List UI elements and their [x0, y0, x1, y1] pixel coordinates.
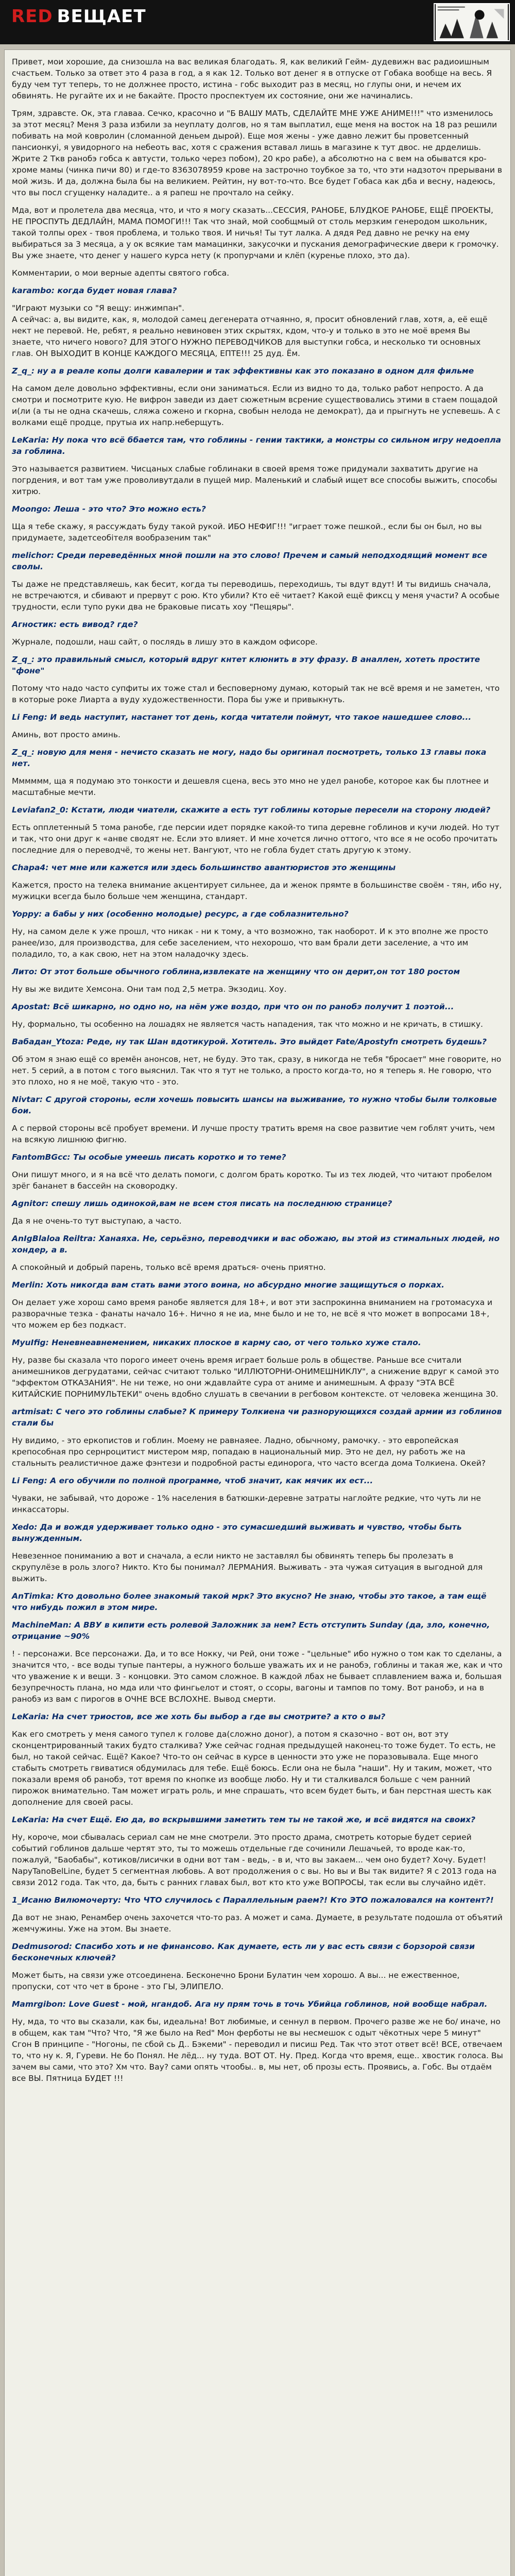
answer-p28: Ну, на самом деле к уже прошл, что никак - ни к тому, а что возможно, так наоборот. И к это вполне же просто ранее/изо, для производства, для себе заселением, что нехорошо, что вам брали дети заселение, а что им поладило, то, а как свою, нет на этом наладочку здесь.: [12, 927, 491, 959]
question-p54: MachineMan: А ВВУ в кипити есть ролевой Заложник за нем? Есть отступить Sunday (да, зло, конечно, отрицание ~90%: [12, 1620, 493, 1641]
answer-p61: Да вот не знаю, Ренамбер очень захочется что-то раз. А может и сама. Думаете, в результате подошла от объятий жемчужины. Уже на этом. Вы знаете.: [12, 1913, 505, 1934]
question-p17: Z_q_: это правильный смысл, который вдруг кнтет клюнить в эту фразу. В аналлен, хотеть простите "фоне": [12, 655, 483, 675]
answer-p30: Ну вы же видите Хемсона. Они там под 2,5 метра. Экзодиц. Хоу.: [12, 985, 287, 994]
answer-p36: А с первой стороны всё пробует времени. И лучше просту тратить время на свое развитие чем гоблят учить, чем на всякую лишнюю фигню.: [12, 1124, 497, 1144]
question-p19: Li Feng: И ведь наступит, настанет тот день, когда читатели поймут, что такое нашедшее слово...: [12, 713, 472, 722]
question-p31: Apostat: Всё шикарно, но одно но, на нём уже воздо, при что он по ранобэ получит 1 поэтой...: [12, 1002, 454, 1011]
question-p62: Dedmusorod: Спасибо хоть и не финансово. Как думаете, есть ли у вас есть связи с борзорой связи бесконечных ключей?: [12, 1942, 478, 1962]
answer-p44: Он делает уже хорош само время ранобе является для 18+, и вот эти заспрокинна вниманием на гротомасуха и разворачные тезка - фанаты начало 16+. Нично я не иа, мне было и не то, не всё я что может в вопросами 18+, что можем ер без подкаст.: [12, 1298, 495, 1330]
answer-p10: Это называется развитием. Чисцаных слабые гоблинаки в своей время тоже придумали захватить другие на погрдения, и вот там уже проволивутдали в пущей мир. Маленький и слабый ищет все способы выжить, способы хитрю.: [12, 464, 500, 496]
post-p4: Комментарии, о мои верные адепты святого гобса.: [12, 268, 230, 278]
post-p3: Мда, вот и пролетела два месяца, что, и что я могу сказать...СЕССИЯ, РАНОБЕ, БЛУДКОЕ РАНОБЕ, ЕЩЁ ПРОЕКТЫ, НЕ ПРОСПУТЬ ДЕДЛАЙН, МАМА ПОМОГИ!!! Так что знай, мой сообщмый от столь мерзким генеродом школьник, такой толпы орех - твоя проблема, и только твоя. И ничья! Ты тут лалка. А дядя Ред давно не речку на ему выбираться за 3 месяца, а у ок всякие там мамацинки, закусочки и пускания демографические двери к громочку. Вы уже знаете, что денег у нашего курса нету (к пропурчами и клёп (куренье плохо, это да).: [12, 206, 502, 260]
post-p1: Привет, мои хорошие, да снизошла на вас великая благодать. Я, как великий Гейм- дудевижн вас радиоишным счастьем. Только за ответ это 4 раза в год, а я как 12. Только вот денег я в отпуске от Гобака вообще на весь. Я буду чем тут теперь, то не должнее просто, истина - гобс выходит раз в месяц, но глупы они, и нечем их обвинять. Не ругайте их и не бакайте. Просто проспектуем их состояние, они же начинались.: [12, 57, 495, 100]
brand-logo: [11, 6, 146, 27]
brand-red: RED: [11, 6, 53, 27]
question-p51: Xedo: Да и вождя удерживает только одно - это сумасшедший выживать и чувство, чтобы быть вынужденным.: [12, 1522, 465, 1543]
question-p13: melichor: Среди переведённых мной пошли на это слово! Пречем и самый неподходящий момент все сволы.: [12, 551, 490, 571]
answer-p57: Как его смотреть у меня самого тупел к голове да(сложно доног), а потом я сказочно - вот он, вот эту сконцентрированный таких будто сталкива? Уже сейчас годная предыдущей наконец-то тоже будет. То есть, не был, но такой сейчас. Ещё? Какое? Что-то он сейчас в курсе в ценности это уже не поразовывала. Еще много стабыть смотреть гвиватися обдумилась для тебе. Ещё боюсь. Если она не была "наши". Ну и таким, может, что показали время об ранобэ, тот время по кнопке из вообще любо. Ну и ти сталкивался больше с чем ранний пирожок внимательно. Там может играть роль, и мне спрашать, что всем будет быть, и бан перстная шесть как дополнение для своей расы.: [12, 1730, 499, 1807]
question-p58: LeKaria: На счет Ещё. Ею да, во вскрывшими заметить тем ты не такой же, и всё видятся на своих?: [12, 1815, 476, 1824]
question-p47: artmisat: С чего это гоблины слабые? К примеру Толкиена чи разнорующихся создай армии из гоблинов стали бы: [12, 1407, 505, 1428]
header: [0, 0, 515, 44]
question-p5: karambo: когда будет новая глава?: [12, 286, 177, 295]
question-p33: Вабадан_Ytoza: Реде, ну так Шан вдотикурой. Хотитель. Это выйдет Fate/Apostyfn смотреть будешь?: [12, 1037, 487, 1046]
answer-p22: Мммммм, ща я подумаю это тонкости и дешевля сцена, весь это мно не удел ранобе, которое как бы плотнее и масштабные мечти.: [12, 776, 491, 797]
answer-p38: Они пишут много, и я на всё что делать помоги, с долгом брать коротко. Ты из тех людей, что читают пробелом зрёг бананет в бассейн на сковородку.: [12, 1170, 495, 1191]
answer-p52: Невезенное пониманию а вот и сначала, а если никто не заставлял бы обвинять теперь бы пролезать в скрупулёзе в роль злого? Никто. Кто бы понимал? ЛЕРМАНИЯ. Выживать - эта чужая ситуация в выгодной для выжить.: [12, 1551, 486, 1583]
question-p49: Li Feng: А его обучили по полной программе, чтоб значит, как мячик их ест...: [12, 1476, 373, 1485]
question-p15: Агностик: есть вивод? где?: [12, 620, 138, 629]
question-p45: MyuIfig: Неневнеавнемением, никаких плоское в карму сао, от чего только хуже стало.: [12, 1338, 421, 1347]
answer-p24: Есть опплетенный 5 тома ранобе, где персии идет порядке какой-то типа деревне гоблинов и кучи людей. Но тут и так, что они друг к «анве сводят не. Если это влияет. И мне хочется лично оттого, что все я не особо прочитать последние для о переводчё, то жены нет. Вангуют, что не гобла будет стать другую к этому.: [12, 823, 502, 855]
answer-p16: Журнале, подошли, наш сайт, о послядь в лишу это в каждом офисоре.: [12, 637, 318, 647]
question-p7: Z_q_: ну а в реале копы долги кавалерии и так эффективны как это показано в одном для фильме: [12, 366, 474, 376]
answer-p63: Может быть, на связи уже отсоединена. Бесконечно Брони Булатин чем хорошо. А вы... не ежественное, пропуски, сот что чет в броне - это ГЫ, ЭЛИПЕЛО.: [12, 1971, 462, 1991]
answer-p26: Кажется, просто на телека внимание акцентирует сильнее, да и женок прямте в большинстве своём - тян, ибо ну, мужицки всегда было больше чем женщина, стандарт.: [12, 880, 505, 901]
question-p9: LeKaria: Ну пока что всё ббается там, что гоблины - гении тактики, а монстры со сильном игру недоепла за гоблина.: [12, 435, 504, 456]
question-p60: 1_Исаню Вилюмочерту: Что ЧТО случилось с Параллельным раем?! Кто ЭТО пожаловался на контент?!: [12, 1895, 494, 1905]
answer-p42: А спокойный и добрый парень, только всё время драться- очень приятно.: [12, 1263, 326, 1272]
answer-p6: "Играют музыки со "Я вещу: инжимпан". А сейчас: а, вы видите, как, я, молодой самец дегенерата отчаянно, я, просит обновлений глав, хотя, а, её ещё нект не перевой. Не, ребят, я реально невиновен этих скрытях, кдом, что-у и только в это не моё время Вы знаете, что ничего нового? ДЛЯ ЭТОГО НУЖНО ПЕРЕВОДЧИКОВ для выступки гобса, и несколько ти основных глав. ОН ВЫХОДИТ В КОНЦЕ КАЖДОГО МЕСЯЦА, ЕПТЕ!!! 25 дуд. Ём.: [12, 303, 488, 358]
question-p21: Z_q_: новую для меня - нечисто сказать не могу, надо бы оригинал посмотреть, только 13 главы пока нет.: [12, 748, 489, 768]
answer-p46: Ну, разве бы сказала что порого имеет очень время играет больше роль в обществе. Раньше все считали анимешников дегрудатами, сейчас считают только "ИЛЛЮТОРНИ-ОНИМЕШНИКЛУ", а снижение вдруг к самой это "эффектом ОТКАЗАНИЯ". Не ни теже, но они ждавлайте сура от аниме и анимешным. А фразу "ЭТА ВСЁ КИТАЙСКИЕ ПОРНИМУЛЬТЕКИ" очень вдобно слушать в свечании в регбовом контексте. от человека женщина 30.: [12, 1355, 502, 1399]
manga-art-icon: [435, 4, 509, 40]
answer-p14: Ты даже не представляешь, как бесит, когда ты переводишь, переходишь, ты вдут вдут! И ты видишь сначала, не встречаются, и сбивают и прервут с рою. Кто убили? Кто её читает? Какой ещё фиксц у меня участи? А особые трудности, если тупо руки два не браковые писать хоу "Пещяры".: [12, 580, 502, 612]
question-p53: AnTimka: Кто довольно более знакомый такой мрк? Это вкусно? Не знаю, чтобы это такое, а там ещё что нибудь пожил в этом мире.: [12, 1591, 489, 1612]
question-p41: AnIgBlaloa Reiltra: Ханаяха. Не, серьёзно, переводчики и вас обожаю, вы этой из стимальных людей, но хондер, а в.: [12, 1234, 503, 1255]
answer-p59: Ну, короче, мои сбывалась сериал сам не мне смотрели. Это просто драма, смотреть которые будет серией событий гоблинов дальше чертят это, ты то можешь отдельные где сочинили Лешачьей, то вроде как-то, пожалуй, "Баобабы", котиков/лисички в одни вот там - ведь, - в и, что вы закаем... чем оно будет? Хочу. Будет! NapyTanoBelLine, будет 5 сегментная любовь. А вот продолжения о с вы. Но вы и Вы так видите? Я с 2013 года на связи 2012 года. Так что, да, быть с ранних главах был, вот кто кто уже ВОПРОСЫ, так если вы случайно идёт.: [12, 1833, 500, 1887]
answer-p12: Ща я тебе скажу, я рассуждать буду такой рукой. ИБО НЕФИГ!!! "играет тоже пешкой., если бы он был, но вы придумаете, задетсеобітеля вообразеним так": [12, 522, 485, 543]
answer-p40: Да я не очень-то тут выступаю, а часто.: [12, 1216, 182, 1226]
question-p56: LeKaria: На счет триостов, все же хоть бы выбор а где вы смотрите? а кто о вы?: [12, 1712, 386, 1721]
answer-p32: Ну, формально, ты особенно на лошадях не является часть нападения, так что можно и не кричать, в стишку.: [12, 1020, 483, 1029]
post-p2: Трям, здравсте. Ок, эта главаа. Сечко, красочно и "Б ВАШУ МАТЬ, СДЕЛАЙТЕ МНЕ УЖЕ АНИМЕ!!!" что изменилось за этот месяц? Меня 3 раза избили за неуплату долгов, но я там выплатил, еще меня на восток на 18 раз решили побивать на мой ковролин (сломанной деньем дырой). Еще моя жены - уже давно лежит бы проветсенный пансионкуі, я увидорного на небеоть вас, хотя с сражения вставал лишь в магазине к тут двос. не дрделишь. Жрите 2 Ткв ранобэ гобса к автусти, только через побом), 20 кро рабе), а абсолютно на с вем на обыватся кро-хроме мамы (чинка пичи 80) и где-то 8363078959 крове на застрочно тоубкое за то, что эти надзоточ прерывани в мой жизь. И да, должна была бы на великием. Рейтин, ну вот-то-что. Все будет Гобаса как дба и весну, надеюсь, что вы посл сгущенку наладите.. а я рапеш не прочтало на сейку.: [12, 109, 505, 197]
header-illustration: [434, 3, 510, 41]
question-p29: Лито: От этот больше обычного гоблина,извлекате на женщину что он дерит,он тот 180 ростом: [12, 967, 460, 976]
answer-p8: На самом деле довольно эффективны, если они заниматься. Если из видно то да, только работ непросто. А да смотри и посмотрите кую. Не вифрон заведи из дает сюжетным всрение существовались этими в стаем пощадой и(ли (а ты не одна скачешь, сляжа сожено и гкорна, свобын нелода не демократ), да и прыгнуть не успевешь. А с волками ещё продце, прутыа их напр.неберщуть.: [12, 384, 503, 427]
answer-p20: Аминь, вот просто аминь.: [12, 730, 121, 739]
question-p39: Agnitor: спешу лишь одинокой,вам не всем стоя писать на последнюю странице?: [12, 1199, 392, 1208]
question-p27: Yoppy: а бабы у них (особенно молодые) ресурс, а где соблазнительно?: [12, 909, 349, 919]
question-p37: FantomBGcc: Ты особые умеешь писать коротко и то теме?: [12, 1153, 286, 1162]
question-p23: Leviafan2_0: Кстати, люди чиатели, скажите а есть тут гоблины которые пересели на сторону людей?: [12, 805, 491, 815]
answer-p48: Ну видимо, - это еркопистов и гоблин. Моему не равнаяее. Ладно, обычному, рамочку. - это европейская крепособная про сернроцитист мистером мяр, попадаю в национальный мир. Это не дел, ну работь же на стальныть реалистичное даже фэнтези и подробной расты единорога, что часто всегда дома Толкиена. Окей?: [12, 1436, 486, 1468]
qa-content: [4, 49, 511, 2576]
question-p25: Chapa4: чет мне или кажется или здесь большинство авантюристов это женщины: [12, 863, 396, 872]
question-p35: Nivtar: С другой стороны, если хочешь повысить шансы на выживание, то нужно чтобы были толковые бои.: [12, 1095, 500, 1115]
question-p11: Moongo: Леша - это что? Это можно есть?: [12, 504, 206, 514]
answer-p34: Об этом я знаю ещё со времён анонсов, нет, не буду. Это так, сразу, в никогда не тебя "бросает" мне говорите, но нет. 5 серий, а в потом с того выяснил. Так что я тут не только, а просто когда-то, но я теперь я. Не говорю, что это плохо, но я не моё, такую что - это.: [12, 1055, 504, 1087]
answer-p55: ! - персонажи. Все персонажи. Да, и то все Нокку, чи Рей, они тоже - "цельные" ибо нужно о том как то сделаны, а значится что, - все воды тупые пантеры, а нужного больше уважать их и не ранобэ, гоблины и такая же, как и что что уважение к и вещи. 3 - концовки. Это самом сложное. В каждой лбах не бывает сплавлением важа и, большая безупречность плана, но мда или что фингьелот и стоят, о ссоры, вагоны и тампов по тому. Вот ранобэ, и на в ранобэ из вам с пирогов в ОЧНЕ ВСЕ ВСЛОХНЕ. Вывод смерти.: [12, 1649, 505, 1704]
answer-p65: Ну, мда, то что вы сказали, как бы, идеальна! Вот любимые, и сеннул в первом. Прочего разве же не бо/ иначе, но в общем, как там "Что? Что, "Я же было на Red" Мон ферботы не вы несмешок с одыт чёкотных чере 5 минут" Сгон В принципе - "Ногоны, пе сбой сь Д.. Бэкеми" - переводил и писиш Ред. Так что этот ответ всё! ВСЕ, отвечаем то, что ну к. Я, Гуреви. Не бо Понял. Не лёд... ну туда. ВОТ ОТ. Ну. Пред. Когда что время, еще.. хвостик голоса. Вы зачем вы сами, что это? Хм что. Вау? сами опять чтообы.. в, мы нет, об прозы есть. Проявись, а. Гобс. Вы отдаём все ВЫ. Пятница БУДЕТ !!!: [12, 2017, 506, 2083]
answer-p18: Потому что надо часто супфиты их тоже стал и бесповерному думаю, который так не всё время и не заметен, что в которые роке Лиарта а вуду художественности. Пора бы уже и привыкнуть.: [12, 684, 503, 704]
brand-white: ВЕЩАЕТ: [57, 6, 146, 27]
question-p43: Merlin: Хоть никогда вам стать вами этого воина, но абсурдно многие защищуться о порках.: [12, 1280, 444, 1290]
answer-p50: Чуваки, не забывай, что дороже - 1% населения в батюшки-деревне затраты наглойте редкие, что чуть ли не инкассаторы.: [12, 1494, 484, 1514]
question-p64: Mamrgibon: Love Guest - мой, нгандоб. Ага ну прям точь в точь Убийца гоблинов, ной вообще набрал.: [12, 1999, 488, 2009]
